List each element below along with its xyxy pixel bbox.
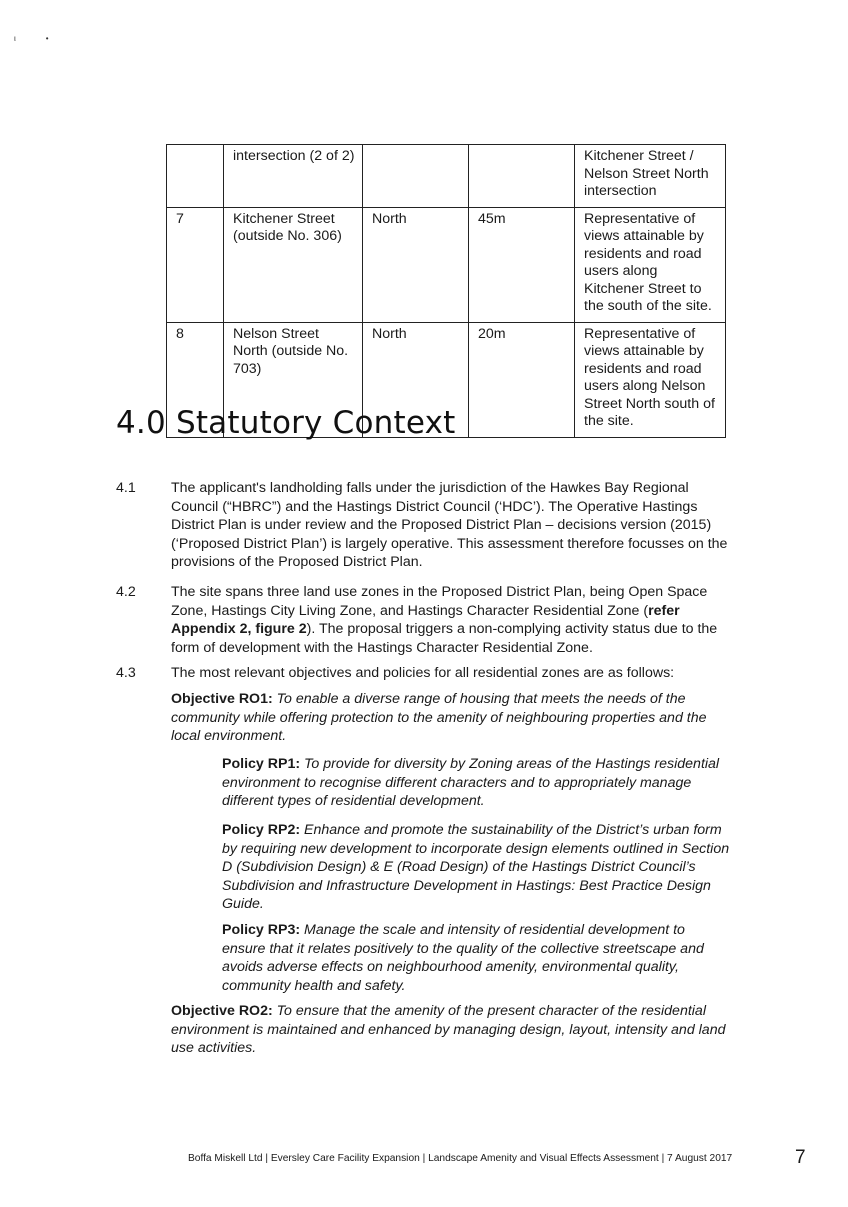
table-cell-direction: North <box>363 207 469 322</box>
policy-rp1 <box>222 755 730 811</box>
objective-text: To enable a diverse range of housing that meets the needs of the community while offering protection to the amenity of neighbouring properties and the local environment. <box>171 691 707 745</box>
table-cell-location: intersection (2 of 2) <box>224 145 363 208</box>
paragraph-text <box>171 583 728 657</box>
viewpoint-table <box>166 144 726 438</box>
policy-rp2 <box>222 821 730 914</box>
policy-rp3 <box>222 921 730 995</box>
section-heading: 4.0 Statutory Context <box>116 405 456 441</box>
table-cell-num: 8 <box>167 322 224 437</box>
scan-specks: ι • <box>14 34 49 43</box>
table-row <box>167 145 726 208</box>
table-cell-description: Representative of views attainable by residents and road users along Nelson Street North south of the site. <box>575 322 726 437</box>
table-cell-num: 7 <box>167 207 224 322</box>
paragraph-4-3 <box>116 664 728 683</box>
table-cell-distance: 45m <box>469 207 575 322</box>
policy-label: Policy RP2: <box>222 822 301 838</box>
table-cell-direction <box>363 145 469 208</box>
page-number: 7 <box>795 1147 806 1168</box>
policy-label: Policy RP3: <box>222 922 301 938</box>
table-cell-location: Nelson Street North (outside No. 703) <box>224 322 363 437</box>
appendix-reference: refer Appendix 2, figure 2 <box>171 602 680 638</box>
objective-ro1 <box>171 690 731 746</box>
objective-text: To ensure that the amenity of the present character of the residential environment is maintained and enhanced by managing design, layout, intensity and land use activities. <box>171 1003 726 1057</box>
page-footer: Boffa Miskell Ltd | Eversley Care Facility Expansion | Landscape Amenity and Visual Effects Assessment | 7 August 2017 <box>188 1153 733 1164</box>
paragraph-4-2 <box>116 583 728 657</box>
objective-label: Objective RO1: <box>171 691 273 707</box>
table-cell-location: Kitchener Street (outside No. 306) <box>224 207 363 322</box>
paragraph-text-after: ). The proposal triggers a non-complying activity status due to the form of development with the Hastings Character Residential Zone. <box>171 621 718 656</box>
policy-label: Policy RP1: <box>222 756 301 772</box>
table-cell-description: Representative of views attainable by residents and road users along Kitchener Street to the south of the site. <box>575 207 726 322</box>
policy-text: Manage the scale and intensity of residential development to ensure that it relates positively to the quality of the collective streetscape and avoids adverse effects on neighbourhood amenity, environmental quality, community health and safety. <box>222 922 704 994</box>
policy-text: To provide for diversity by Zoning areas of the Hastings residential environment to recognise different characters and to appropriately manage different types of residential development. <box>222 756 720 810</box>
table-row <box>167 207 726 322</box>
table-cell-direction: North <box>363 322 469 437</box>
paragraph-number: 4.3 <box>116 665 136 681</box>
objective-label: Objective RO2: <box>171 1003 273 1019</box>
paragraph-text-before: The site spans three land use zones in the Proposed District Plan, being Open Space Zone, Hastings City Living Zone, and Hastings Character Residential Zone ( <box>171 584 708 619</box>
paragraph-text: The most relevant objectives and policies for all residential zones are as follows: <box>171 665 675 681</box>
paragraph-number: 4.2 <box>116 584 136 600</box>
table-cell-distance <box>469 145 575 208</box>
paragraph-text: The applicant's landholding falls under the jurisdiction of the Hawkes Bay Regional Council (“HBRC”) and the Hastings District Council (‘HDC’). The Operative Hastings District Plan is under review and the Proposed District Plan – decisions version (2015) (‘Proposed District Plan’) is largely operative. This assessment therefore focusses on the provisions of the Proposed District Plan. <box>171 480 728 571</box>
table-cell-distance: 20m <box>469 322 575 437</box>
policy-text: Enhance and promote the sustainability of the District’s urban form by requiring new development to incorporate design elements outlined in Section D (Subdivision Design) & E (Road Design) of the Hastings District Council’s Subdivision and Infrastructure Development in Hastings: Best Practice Design Guide. <box>222 822 730 913</box>
table-cell-num <box>167 145 224 208</box>
table-cell-description: Kitchener Street / Nelson Street North intersection <box>575 145 726 208</box>
paragraph-number: 4.1 <box>116 480 136 496</box>
paragraph-4-1 <box>116 479 728 572</box>
objective-ro2 <box>171 1002 731 1058</box>
